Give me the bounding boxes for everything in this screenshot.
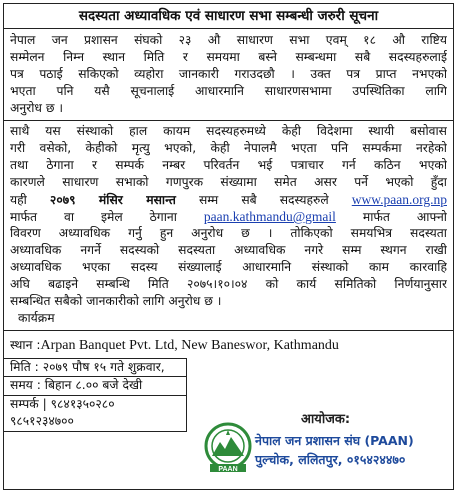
email-suffix: मार्फत आफ्नो (362, 210, 447, 224)
email-prefix: मार्फत वा इमेल ठेगाना (10, 210, 177, 224)
contact-number-1: ९८४१३५०२८० (50, 397, 115, 411)
paragraph-3-line: विवरण अध्यावधिक गर्नु हुन अनुरोध छ । तोकिएको समयभित्र सदस्यता (10, 226, 447, 240)
paragraph-2-line: गरी वसेको, केहीको मृत्यु भएको, केही नेपालमै भएता पनि सम्पर्कमा नरहेको (10, 141, 447, 155)
paragraph-1-line: पत्र पठाई सकिएको व्यहोरा जानकारी गराउदछौ । उक्त पत्र प्राप्त नभएको (10, 67, 447, 81)
deadline-prefix: यही (10, 193, 27, 207)
contact-box (4, 396, 187, 432)
organizer-label: आयोजक: (301, 412, 351, 427)
email-link[interactable]: paan.kathmandu@gmail (203, 209, 336, 224)
program-heading: कार्यक्रम (18, 311, 55, 325)
paragraph-3-line: अध्यावधिक नगर्ने सदस्यको सदस्यता अध्यावधिक नगरे सम्म स्थगन राखी (10, 243, 447, 257)
deadline-line (10, 191, 447, 208)
venue-label: स्थान : (10, 338, 41, 352)
paragraph-2-line: कारणले साधारण सभाको गणपुरक संख्यामा समेत असर पर्ने भएको हुँदा (10, 175, 447, 189)
contact-number-2: ९८५१२३४७०० (10, 414, 74, 428)
deadline-date: २०७९ मंसिर मसान्त (49, 193, 176, 207)
notice-title: सदस्यता अध्यावधिक एवं साधारण सभा सम्बन्धी जरुरी सूचना (4, 4, 453, 29)
organizer-name: नेपाल जन प्रशासन संघ (PAAN) (255, 433, 414, 448)
notice-panel (3, 3, 454, 490)
deadline-mid: सम्म सबै सदस्यहरुले (198, 193, 329, 207)
contact-label: सम्पर्क | (10, 397, 47, 411)
venue-value: Arpan Banquet Pvt. Ltd, New Baneswor, Kathmandu (40, 338, 339, 353)
paragraph-1-line: सम्मेलन निम्न स्थान मिति र समयमा बस्ने सम्बन्धमा सबै सदस्यहरुलाई (10, 50, 447, 64)
paragraph-2-line: तथा ठेगाना र सम्पर्क नम्बर परिवर्तन भई पत्राचार गर्न कठिन भएको (10, 158, 447, 172)
paan-logo-icon (204, 422, 252, 474)
divider (4, 120, 453, 121)
paragraph-3-line: सम्बन्धित सबैको जानकारीको लागि अनुरोध छ । (10, 294, 222, 308)
divider (4, 330, 453, 331)
paan-logo (204, 422, 252, 474)
paragraph-1-line: अनुरोध छ । (10, 101, 64, 115)
date-text: मिति : २०७९ पौष १५ गते शुक्रवार, (10, 360, 165, 374)
paragraph-1-line: नेपाल जन प्रशासन संघको २३ औ साधारण सभा एवम् १८ औ राष्टिय (10, 33, 447, 47)
paragraph-3-line: अघि बढाइने सम्बन्धि मिति २०७५।१०।०४ को कार्य समितिको निर्णयानुसार (10, 277, 447, 291)
paragraph-1-line: भएता पनि यसै सूचनालाई आधारमानि साधारणसभामा उपस्थितिका लागि (10, 84, 447, 98)
time-box (4, 377, 187, 396)
venue-line (10, 337, 447, 354)
website-link[interactable]: www.paan.org.np (351, 192, 447, 207)
time-text: समय : बिहान ८.०० बजे देखी (10, 378, 143, 392)
paragraph-3-line: अध्यावधिक भएका सदस्य संख्यालाई आधारमानि संस्थाको काम कारवाहि (10, 260, 447, 274)
logo-text: PAAN (218, 466, 238, 473)
paragraph-2-line: साथै यस संस्थाको हाल कायम सदस्यहरुमध्ये केही विदेशमा स्थायी बसोवास (10, 124, 447, 138)
organizer-address: पुल्चोक, ललितपुर, ०१५४२४४७० (255, 452, 406, 467)
date-box (4, 358, 187, 377)
email-line (10, 208, 447, 225)
